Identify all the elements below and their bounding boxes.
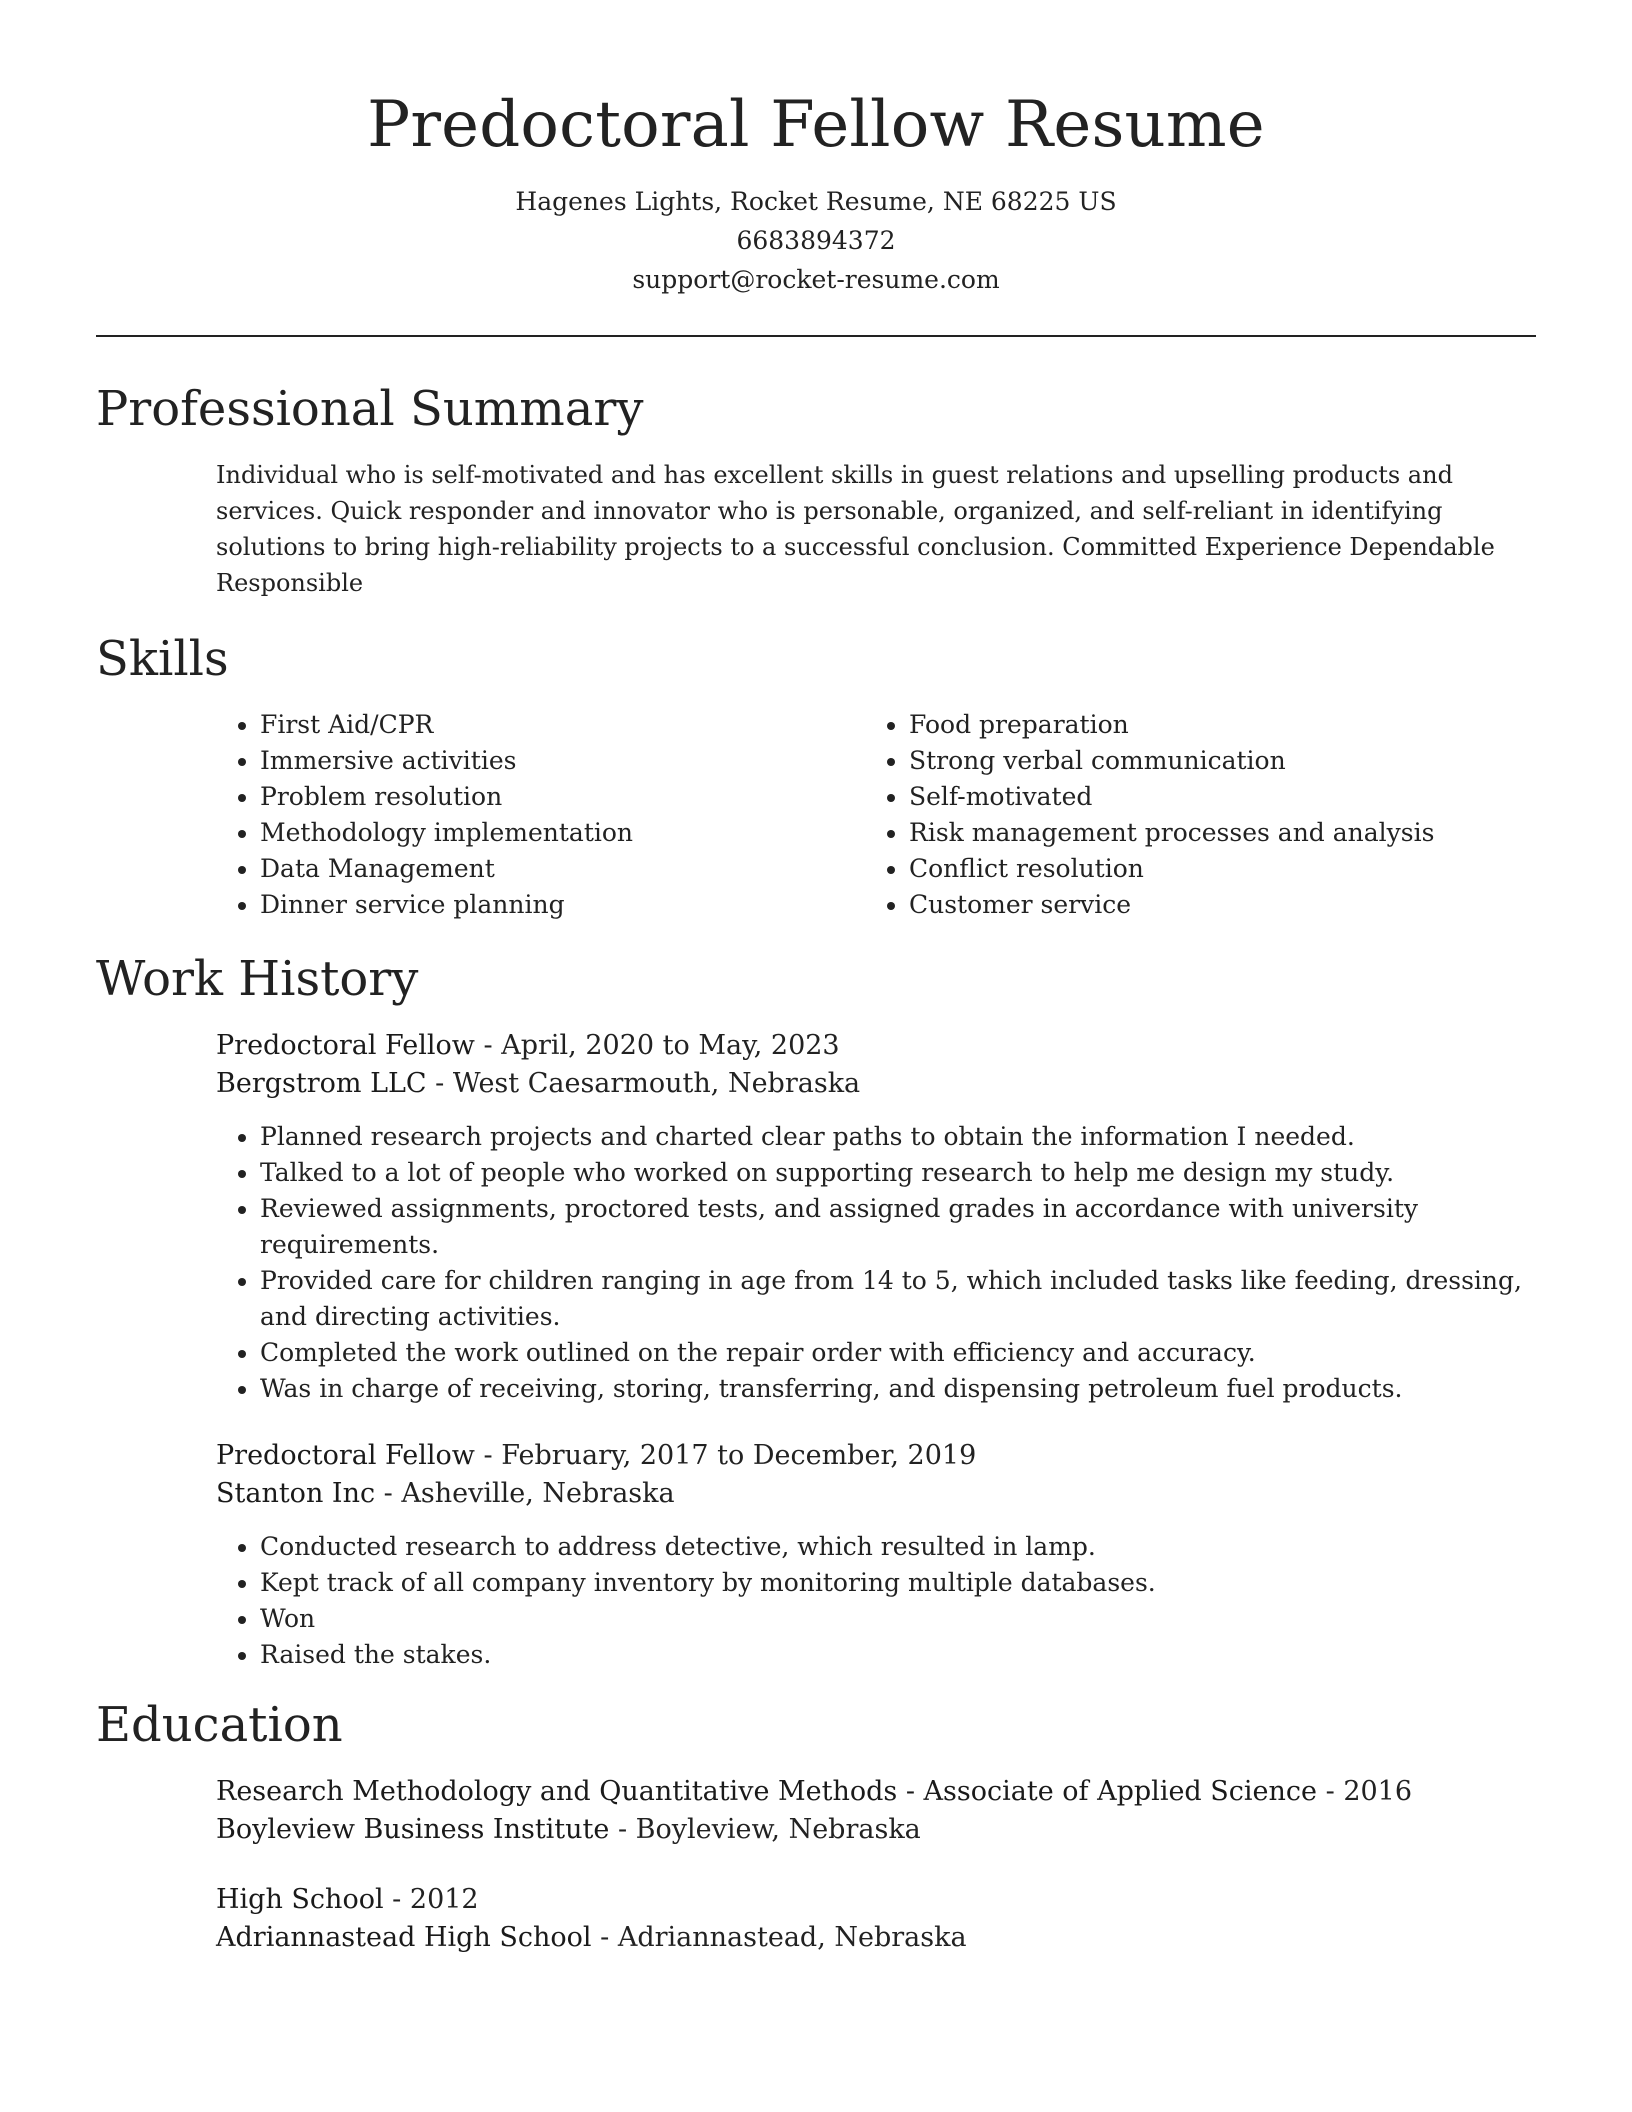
job-title-line	[216, 1437, 1536, 1475]
summary-section	[96, 457, 1536, 601]
job-bullet: • Provided care for children ranging in age from 14 to 5, which included tasks like feeding, dressing, and directing activities.	[260, 1263, 1536, 1335]
education-entry	[216, 1773, 1536, 1849]
contact-address: Hagenes Lights, Rocket Resume, NE 68225 US	[515, 187, 1117, 216]
job-bullets	[216, 1529, 1536, 1673]
skills-section	[96, 707, 1536, 923]
education-school-line	[216, 1811, 1536, 1849]
job-role: Predoctoral Fellow	[216, 1440, 475, 1471]
job-company-line	[216, 1065, 1536, 1103]
skill-item: • Data Management	[260, 851, 865, 887]
skill-item: • Dinner service planning	[260, 887, 865, 923]
skill-item: • Risk management processes and analysis	[909, 815, 1514, 851]
section-title-skills: Skills	[96, 631, 229, 687]
job-bullet: • Talked to a lot of people who worked on supporting research to help me design my study.	[260, 1155, 1536, 1191]
job-dates: February, 2017 to December, 2019	[501, 1440, 977, 1471]
section-title-education: Education	[96, 1697, 343, 1753]
contact-phone: 6683894372	[736, 226, 896, 255]
education-section	[96, 1773, 1536, 1957]
header-divider	[96, 335, 1536, 337]
section-title-summary: Professional Summary	[96, 381, 644, 437]
contact-email: support@rocket-resume.com	[632, 265, 1000, 294]
job-bullet: • Was in charge of receiving, storing, transferring, and dispensing petroleum fuel products.	[260, 1371, 1536, 1407]
job-bullet: • Kept track of all company inventory by monitoring multiple databases.	[260, 1565, 1536, 1601]
job-entry	[216, 1437, 1536, 1673]
job-role: Predoctoral Fellow	[216, 1030, 475, 1061]
job-bullet: • Completed the work outlined on the repair order with efficiency and accuracy.	[260, 1335, 1536, 1371]
resume-title: Predoctoral Fellow Resume	[367, 88, 1265, 162]
education-degree-line	[216, 1881, 1536, 1919]
separator: -	[474, 1440, 502, 1471]
job-company-line	[216, 1475, 1536, 1513]
separator: -	[609, 1814, 636, 1845]
skill-item: • Conflict resolution	[909, 851, 1514, 887]
skill-item: • Food preparation	[909, 707, 1514, 743]
resume-page	[96, 0, 1536, 1957]
work-history-section	[96, 1027, 1536, 1673]
skills-column-left	[216, 707, 865, 923]
job-company: Stanton Inc	[216, 1478, 376, 1509]
job-bullet: • Raised the stakes.	[260, 1637, 1536, 1673]
education-school-line	[216, 1919, 1536, 1957]
skill-item: • Immersive activities	[260, 743, 865, 779]
job-bullet: • Won	[260, 1601, 1536, 1637]
job-location: Asheville, Nebraska	[401, 1478, 675, 1509]
skills-column-right	[865, 707, 1514, 923]
education-year: 2012	[409, 1884, 479, 1915]
separator: -	[591, 1922, 618, 1953]
summary-text: Individual who is self-motivated and has excellent skills in guest relations and upselling products and services. Quick responder and innovator who is personable, organized, and self-reliant in identifying solutions to bring high-reliability projects to a successful conclusion. Committed Experience Dependable Responsible	[216, 461, 1495, 597]
job-location: West Caesarmouth, Nebraska	[452, 1068, 861, 1099]
education-entry	[216, 1881, 1536, 1957]
skill-item: • Customer service	[909, 887, 1514, 923]
skill-item: • Strong verbal communication	[909, 743, 1514, 779]
job-bullets	[216, 1119, 1536, 1407]
education-school: Adriannastead High School	[216, 1922, 592, 1953]
contact-block	[96, 182, 1536, 299]
education-degree: High School	[216, 1884, 384, 1915]
skill-item: • Self-motivated	[909, 779, 1514, 815]
job-bullet: • Reviewed assignments, proctored tests, and assigned grades in accordance with university requirements.	[260, 1191, 1536, 1263]
education-school: Boyleview Business Institute	[216, 1814, 610, 1845]
separator: -	[474, 1030, 502, 1061]
job-dates: April, 2020 to May, 2023	[501, 1030, 840, 1061]
education-location: Adriannastead, Nebraska	[617, 1922, 967, 1953]
education-degree: Research Methodology and Quantitative Methods - Associate of Applied Science	[216, 1776, 1318, 1807]
education-year: 2016	[1343, 1776, 1413, 1807]
education-degree-line	[216, 1773, 1536, 1811]
separator: -	[383, 1884, 410, 1915]
separator: -	[375, 1478, 402, 1509]
separator: -	[426, 1068, 453, 1099]
job-bullet: • Planned research projects and charted clear paths to obtain the information I needed.	[260, 1119, 1536, 1155]
skills-grid	[216, 707, 1536, 923]
job-bullet: • Conducted research to address detective, which resulted in lamp.	[260, 1529, 1536, 1565]
skill-item: • Methodology implementation	[260, 815, 865, 851]
job-company: Bergstrom LLC	[216, 1068, 427, 1099]
skill-item: • Problem resolution	[260, 779, 865, 815]
separator: -	[1317, 1776, 1344, 1807]
job-title-line	[216, 1027, 1536, 1065]
education-location: Boyleview, Nebraska	[635, 1814, 921, 1845]
skill-item: • First Aid/CPR	[260, 707, 865, 743]
section-title-work-history: Work History	[96, 951, 419, 1007]
job-entry	[216, 1027, 1536, 1407]
